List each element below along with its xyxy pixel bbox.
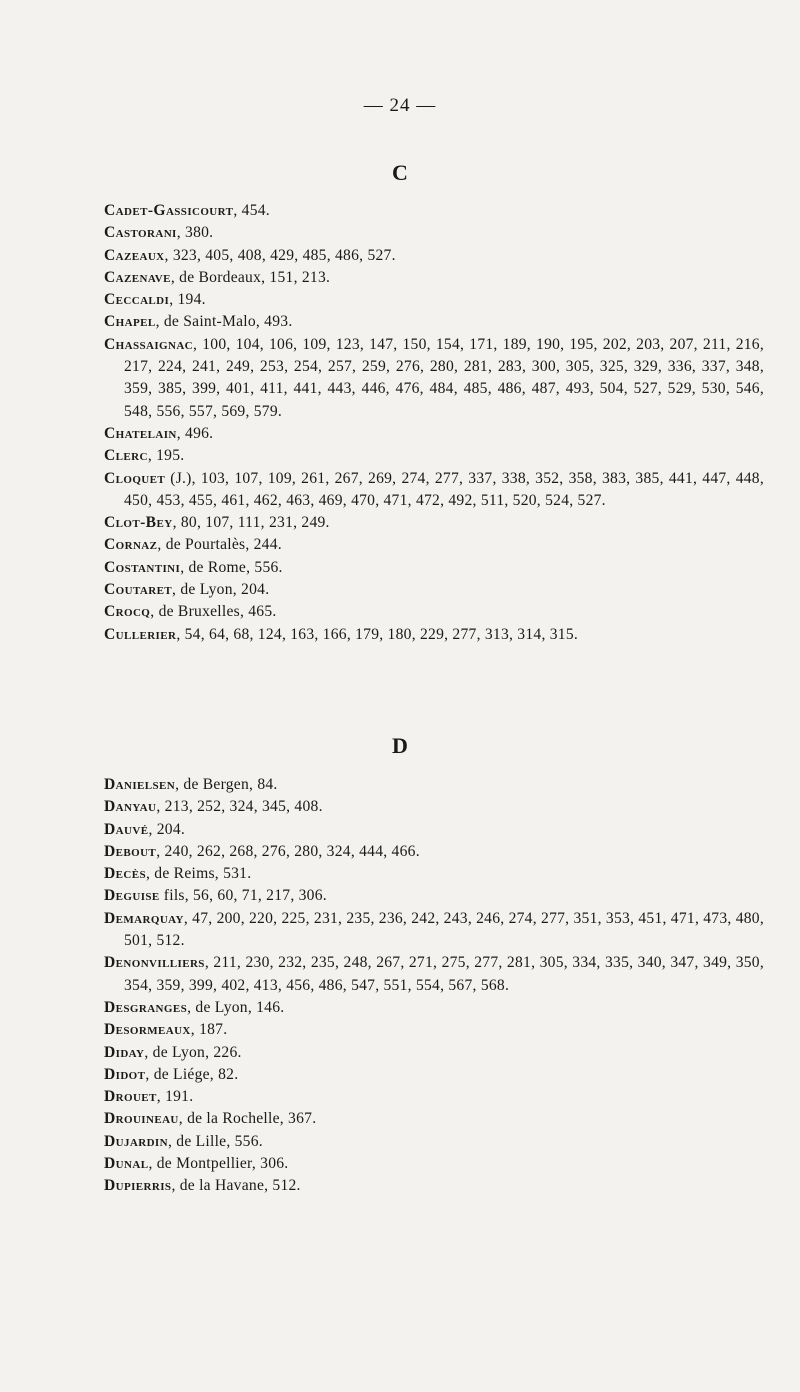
index-entry [104,534,764,556]
entry-references: , de la Havane, 512. [171,1177,301,1195]
entry-references: , de Bruxelles, 465. [150,603,277,621]
entry-name: Decès [104,865,146,883]
index-entry [104,512,764,534]
index-entry [104,885,764,907]
entry-name: Chassaignac [104,335,194,353]
entry-name: Chapel [104,313,156,331]
entry-name: Dauvé [104,820,149,838]
entry-references: , de la Rochelle, 367. [178,1110,317,1128]
entry-references: , 211, 230, 232, 235, 248, 267, 271, 275, 277, 281, 305, 334, 335, 340, 347, 349, 350, 354, 359, 399, 402, 413, 456, 486, 547, 551, 554, 567, 568. [124,954,764,994]
index-entry [104,1019,764,1041]
entry-name: Castorani [104,224,177,242]
entry-references: , 496. [176,424,214,442]
index-entry [104,1175,764,1197]
entry-name: Dupierris [104,1177,172,1195]
section-d-entries [104,774,764,1198]
index-entry [104,1042,764,1064]
entry-name: Denonvilliers [104,954,205,972]
index-entry [104,624,764,646]
entry-references: , de Bordeaux, 151, 213. [170,268,331,286]
section-letter-c: C [392,160,408,185]
entry-name: Drouet [104,1088,157,1106]
entry-references: , 191. [156,1088,194,1106]
entry-references: fils, 56, 60, 71, 217, 306. [159,887,327,905]
entry-name: Cadet-Gassicourt [104,202,234,219]
entry-name: Diday [104,1043,145,1061]
entry-name: Cazenave [104,268,171,286]
entry-references: , de Lille, 556. [167,1132,263,1150]
index-entry [104,468,764,513]
index-entry [104,311,764,333]
index-entry [104,774,764,796]
entry-name: Cazeaux [104,246,165,264]
entry-name: Didot [104,1065,146,1083]
section-letter-d: D [392,733,408,758]
entry-name: Danyau [104,798,157,816]
entry-references: , de Bergen, 84. [175,776,278,793]
entry-name: Deguise [104,887,160,905]
entry-references: , 380. [176,224,214,242]
entry-references: , de Montpellier, 306. [148,1155,289,1173]
entry-references: , 323, 405, 408, 429, 485, 486, 527. [164,246,396,264]
entry-name: Danielsen [104,776,176,793]
index-entry [104,267,764,289]
entry-references: , de Liége, 82. [145,1065,239,1083]
entry-references: , 187. [190,1021,228,1039]
entry-name: Dunal [104,1155,149,1173]
entry-references: , 204. [148,820,186,838]
index-entry [104,1086,764,1108]
entry-name: Demarquay [104,909,184,927]
entry-name: Chatelain [104,424,177,442]
index-entry [104,863,764,885]
entry-name: Ceccaldi [104,291,170,309]
index-entry [104,579,764,601]
entry-name: Cornaz [104,536,158,554]
index-entry [104,289,764,311]
entry-references: , 194. [169,291,206,309]
entry-name: Desormeaux [104,1021,191,1039]
entry-references: , 213, 252, 324, 345, 408. [156,798,323,816]
index-entry [104,997,764,1019]
entry-name: Cloquet [104,469,166,487]
entry-name: Cullerier [104,625,177,643]
entry-name: Dujardin [104,1132,168,1150]
entry-references: , de Lyon, 226. [144,1043,242,1061]
entry-references: , 80, 107, 111, 231, 249. [172,514,330,532]
index-entry [104,423,764,445]
entry-references: , 195. [147,447,185,465]
entry-references: , 54, 64, 68, 124, 163, 166, 179, 180, 229, 277, 313, 314, 315. [176,625,579,643]
entry-name: Drouineau [104,1110,179,1128]
entry-references: , de Reims, 531. [146,865,252,883]
entry-references: , de Pourtalès, 244. [157,536,282,554]
entry-name: Coutaret [104,581,173,599]
index-entry [104,200,764,222]
entry-references: (J.), 103, 107, 109, 261, 267, 269, 274, 277, 337, 338, 352, 358, 383, 385, 441, 447, 448, 450, 453, 455, 461, 462, 463, 469, 470, 471, 472, 492, 511, 520, 524, 527. [124,469,764,509]
entry-references: , 240, 262, 268, 276, 280, 324, 444, 466. [156,842,420,860]
index-entry [104,952,764,997]
entry-references: , 47, 200, 220, 225, 231, 235, 236, 242, 243, 246, 274, 277, 351, 353, 451, 471, 473, 480, 501, 512. [124,909,764,950]
index-entry [104,908,764,953]
entry-references: , 454. [233,202,270,219]
index-entry [104,557,764,579]
entry-references: , de Saint-Malo, 493. [155,313,293,331]
index-entry [104,445,764,467]
index-entry [104,1064,764,1086]
index-entry [104,841,764,863]
index-entry [104,222,764,244]
entry-references: , de Rome, 556. [180,558,283,576]
index-entry [104,796,764,818]
index-entry [104,334,764,423]
entry-name: Debout [104,842,157,860]
index-entry [104,1131,764,1153]
entry-references: , 100, 104, 106, 109, 123, 147, 150, 154, 171, 189, 190, 195, 202, 203, 207, 211, 216, 217, 224, 241, 249, 253, 254, 257, 259, 276, 280, 281, 283, 300, 305, 325, 329, 336, 337, 348, 359, 385, 399, 401, 411, 441, 443, 446, 476, 484, 485, 486, 487, 493, 504, 527, 529, 530, 546, 548, 556, 557, 569, 579. [124,335,764,420]
section-c-entries [104,200,764,646]
entry-name: Clerc [104,447,148,465]
index-entry [104,819,764,841]
entry-name: Costantini [104,558,181,576]
index-entry [104,1153,764,1175]
page-number: — 24 — [363,95,437,116]
entry-references: , de Lyon, 146. [187,998,285,1016]
entry-name: Desgranges [104,998,188,1016]
index-entry [104,1108,764,1130]
entry-references: , de Lyon, 204. [172,581,270,599]
entry-name: Crocq [104,603,151,621]
index-entry [104,245,764,267]
index-entry [104,601,764,623]
entry-name: Clot-Bey [104,514,173,532]
